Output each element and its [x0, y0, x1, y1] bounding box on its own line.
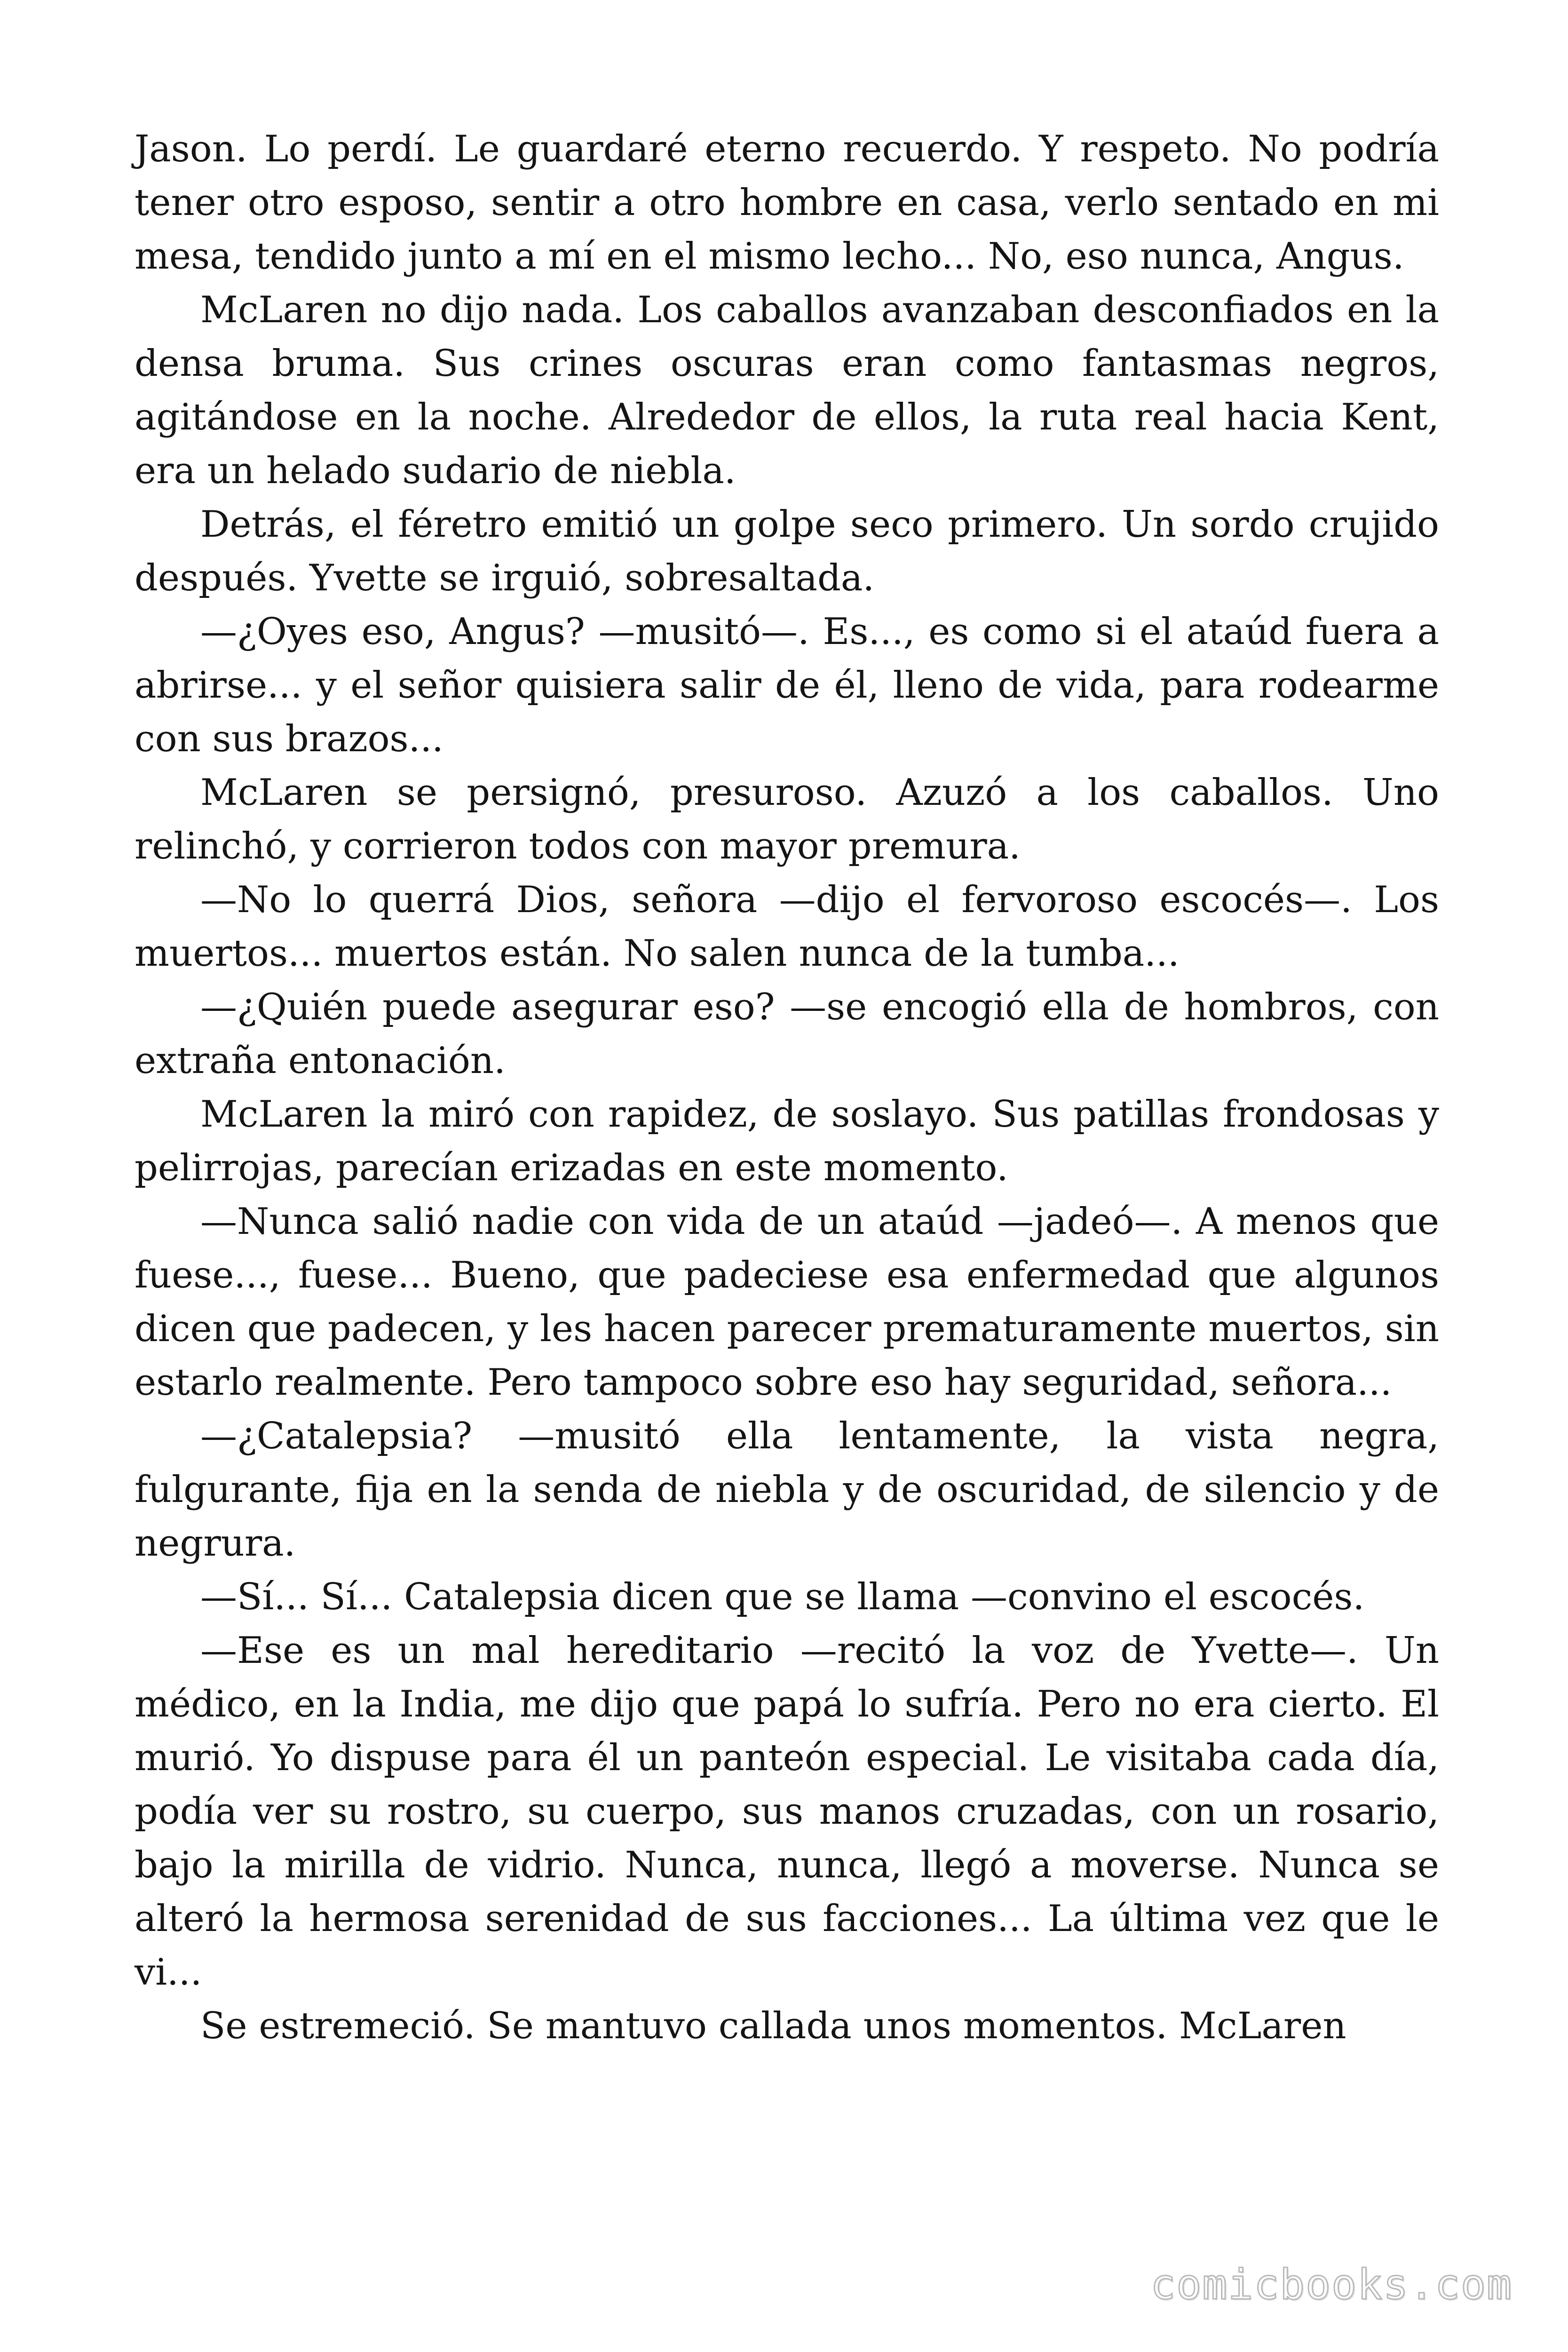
paragraph-3: Detrás, el féretro emitió un golpe seco primero. Un sordo crujido después. Yvette se irguió, sobresaltada.: [135, 503, 1439, 599]
paragraph-12: —Ese es un mal hereditario —recitó la voz de Yvette—. Un médico, en la India, me dijo que papá lo sufría. Pero no era cierto. El murió. Yo dispuse para él un panteón especial. Le visitaba cada día, podía ver su rostro, su cuerpo, sus manos cruzadas, con un rosario, bajo la mirilla de vidrio. Nunca, nunca, llegó a moverse. Nunca se alteró la hermosa serenidad de sus facciones... La última vez que le vi...: [135, 1629, 1439, 1994]
paragraph-5: McLaren se persignó, presuroso. Azuzó a los caballos. Uno relinchó, y corrieron todos con mayor premura.: [135, 771, 1439, 867]
paragraph-8: McLaren la miró con rapidez, de soslayo. Sus patillas frondosas y pelirrojas, parecían erizadas en este momento.: [135, 1093, 1439, 1189]
paragraph-1: Jason. Lo perdí. Le guardaré eterno recuerdo. Y respeto. No podría tener otro esposo, sentir a otro hombre en casa, verlo sentado en mi mesa, tendido junto a mí en el mismo lecho... No, eso nunca, Angus.: [135, 128, 1439, 278]
paragraph-7: —¿Quién puede asegurar eso? —se encogió ella de hombros, con extraña entonación.: [135, 986, 1439, 1082]
paragraph-11: —Sí... Sí... Catalepsia dicen que se llama —convino el escocés.: [200, 1576, 1365, 1618]
page-body: [135, 122, 1439, 2053]
paragraph-9: —Nunca salió nadie con vida de un ataúd —jadeó—. A menos que fuese..., fuese... Bueno, que padeciese esa enfermedad que algunos dicen que padecen, y les hacen parecer prematuramente muertos, sin estarlo realmente. Pero tampoco sobre eso hay seguridad, señora...: [135, 1200, 1439, 1404]
watermark-text: comicbooks.com: [1150, 2260, 1513, 2309]
paragraph-10: —¿Catalepsia? —musitó ella lentamente, la vista negra, fulgurante, fija en la senda de niebla y de oscuridad, de silencio y de negrura.: [135, 1415, 1439, 1565]
paragraph-13: Se estremeció. Se mantuvo callada unos momentos. McLaren: [200, 2005, 1346, 2047]
paragraph-2: McLaren no dijo nada. Los caballos avanzaban desconfiados en la densa bruma. Sus crines oscuras eran como fantasmas negros, agitándose en la noche. Alrededor de ellos, la ruta real hacia Kent, era un helado sudario de niebla.: [135, 289, 1439, 492]
paragraph-4: —¿Oyes eso, Angus? —musitó—. Es..., es como si el ataúd fuera a abrirse... y el señor quisiera salir de él, lleno de vida, para rodearme con sus brazos...: [135, 611, 1439, 760]
paragraph-6: —No lo querrá Dios, señora —dijo el fervoroso escocés—. Los muertos... muertos están. No salen nunca de la tumba...: [135, 879, 1439, 975]
